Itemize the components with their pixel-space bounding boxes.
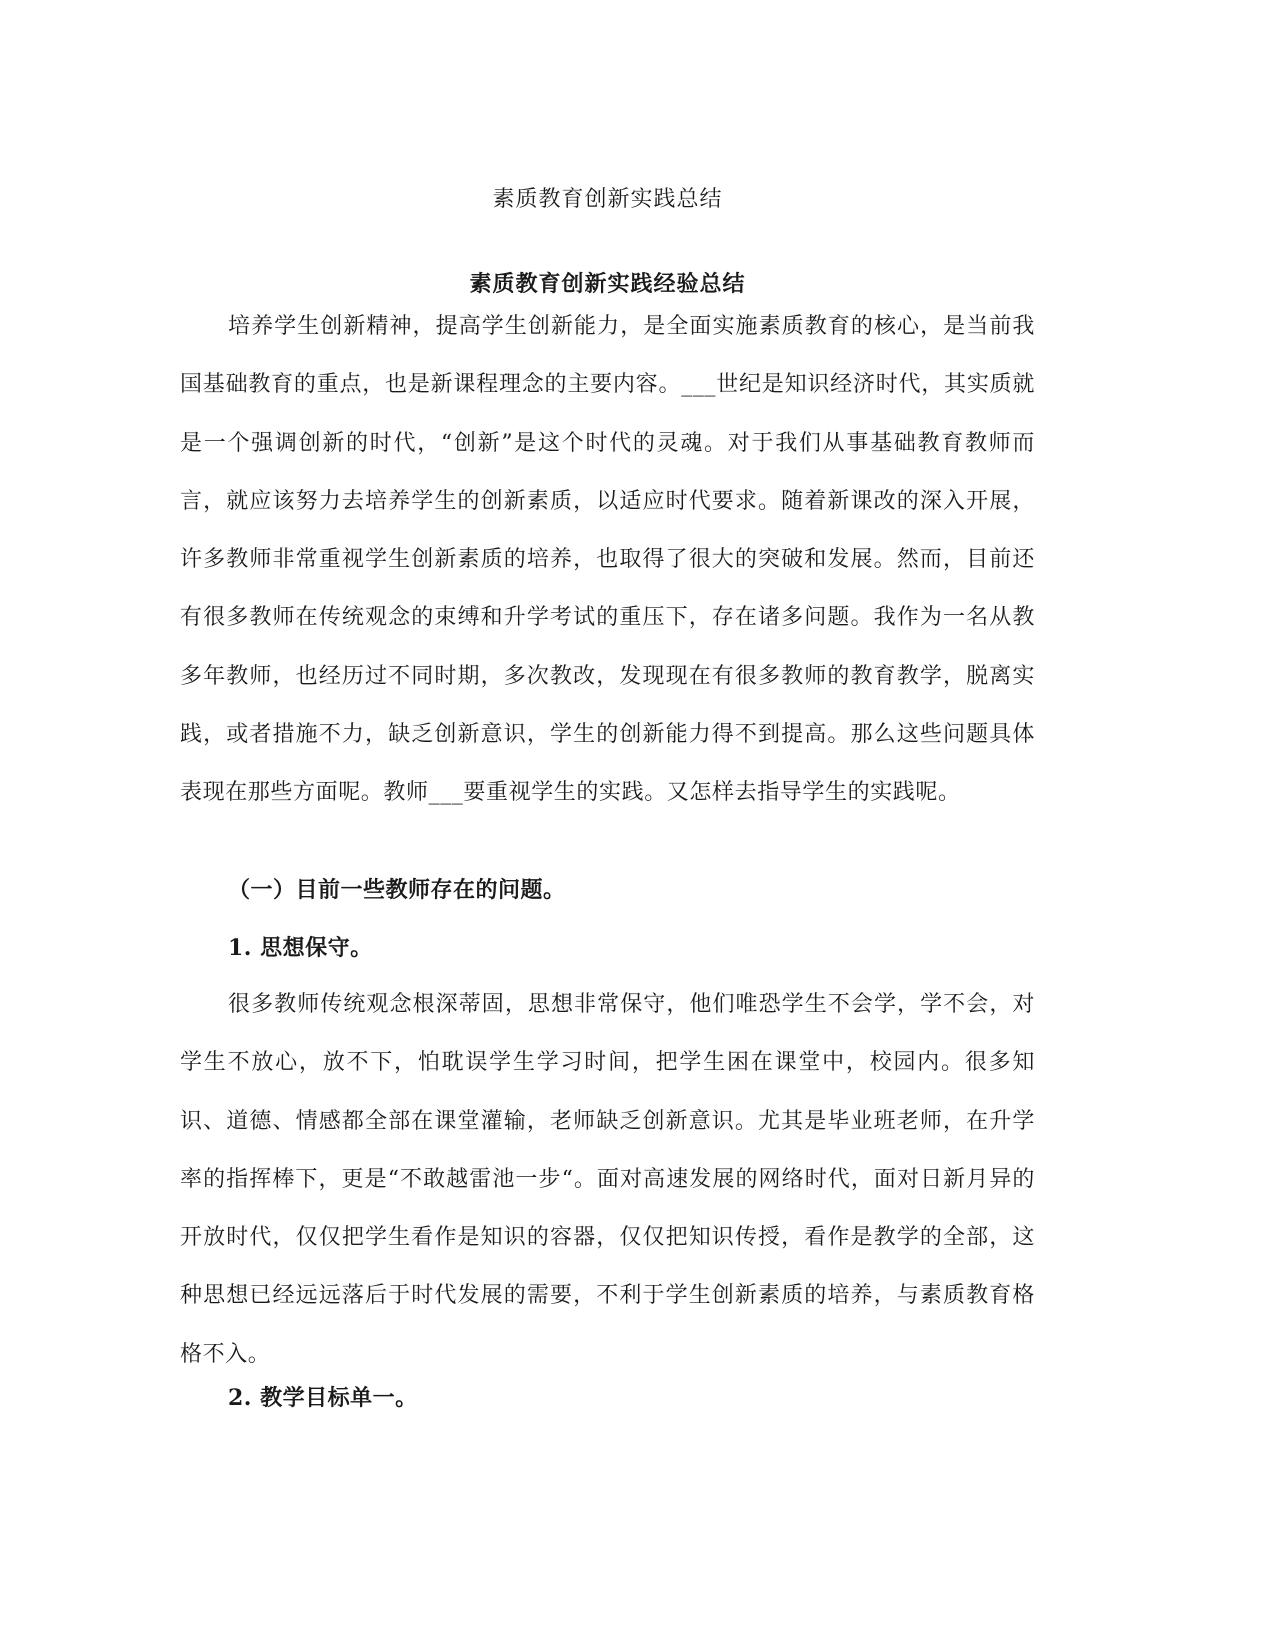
document-subtitle: 素质教育创新实践经验总结	[469, 271, 746, 297]
document-title: 素质教育创新实践总结	[492, 187, 723, 212]
item-heading-single-goal: 2. 教学目标单一。	[228, 1385, 418, 1411]
intro-paragraph: 培养学生创新精神，提高学生创新能力，是全面实施素质教育的核心，是当前我国基础教育的重点，也是新课程理念的主要内容。___世纪是知识经济时代，其实质就是一个强调创新的时代，“创新”是这个时代的灵魂。对于我们从事基础教育教师而言，就应该努力去培养学生的创新素质，以适应时代要求。随着新课改的深入开展，许多教师非常重视学生创新素质的培养，也取得了很大的突破和发展。然而，目前还有很多教师在传统观念的束缚和升学考试的重压下，存在诸多问题。我作为一名从教多年教师，也经历过不同时期，多次教改，发现现在有很多教师的教育教学，脱离实践，或者措施不力，缺乏创新意识，学生的创新能力得不到提高。那么这些问题具体表现在那些方面呢。教师___要重视学生的实践。又怎样去指导学生的实践呢。	[180, 314, 1035, 806]
section-heading-problems: （一）目前一些教师存在的问题。	[228, 877, 566, 903]
item-heading-conservative-thinking: 1. 思想保守。	[228, 935, 373, 961]
conservative-thinking-paragraph: 很多教师传统观念根深蒂固，思想非常保守，他们唯恐学生不会学，学不会，对学生不放心，放不下，怕耽误学生学习时间，把学生困在课堂中，校园内。很多知识、道德、情感都全部在课堂灌输，老师缺乏创新意识。尤其是毕业班老师，在升学率的指挥棒下，更是“不敢越雷池一步“。面对高速发展的网络时代，面对日新月异的开放时代，仅仅把学生看作是知识的容器，仅仅把知识传授，看作是教学的全部，这种思想已经远远落后于时代发展的需要，不利于学生创新素质的培养，与素质教育格格不入。	[180, 992, 1035, 1367]
